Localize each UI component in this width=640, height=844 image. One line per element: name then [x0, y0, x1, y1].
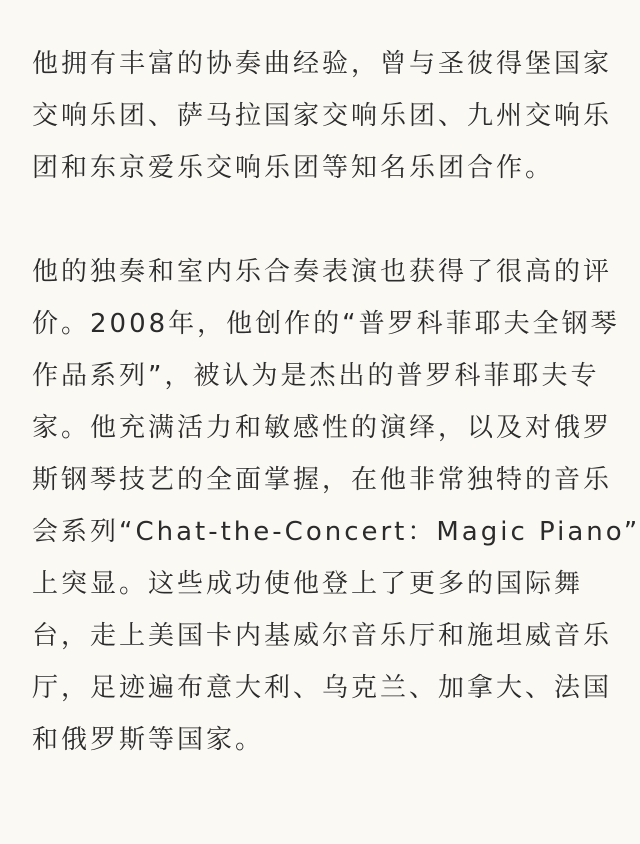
- text-line: 和俄罗斯等国家。: [32, 725, 265, 755]
- text-line: 交响乐团、萨马拉国家交响乐团、九州交响乐: [32, 101, 613, 131]
- paragraph-performances: [32, 246, 640, 766]
- text-line: 作品系列”，被认为是杰出的普罗科菲耶夫专: [32, 361, 600, 391]
- paragraph-spacer: [32, 194, 612, 246]
- text-line: 他拥有丰富的协奏曲经验，曾与圣彼得堡国家: [32, 49, 613, 79]
- text-line: 价。2008年，他创作的“普罗科菲耶夫全钢琴: [32, 309, 620, 339]
- paragraph-collaborations: [32, 38, 612, 194]
- text-line: 会系列“Chat-the-Concert：Magic Piano”: [32, 517, 640, 547]
- text-line: 团和东京爱乐交响乐团等知名乐团合作。: [32, 153, 555, 183]
- text-line: 斯钢琴技艺的全面掌握，在他非常独特的音乐: [32, 465, 613, 495]
- text-line: 他的独奏和室内乐合奏表演也获得了很高的评: [32, 257, 613, 287]
- text-line: 厅，足迹遍布意大利、乌克兰、加拿大、法国: [32, 673, 613, 703]
- text-line: 台，走上美国卡内基威尔音乐厅和施坦威音乐: [32, 621, 613, 651]
- text-line: 家。他充满活力和敏感性的演绎，以及对俄罗: [32, 413, 613, 443]
- text-line: 上突显。这些成功使他登上了更多的国际舞: [32, 569, 584, 599]
